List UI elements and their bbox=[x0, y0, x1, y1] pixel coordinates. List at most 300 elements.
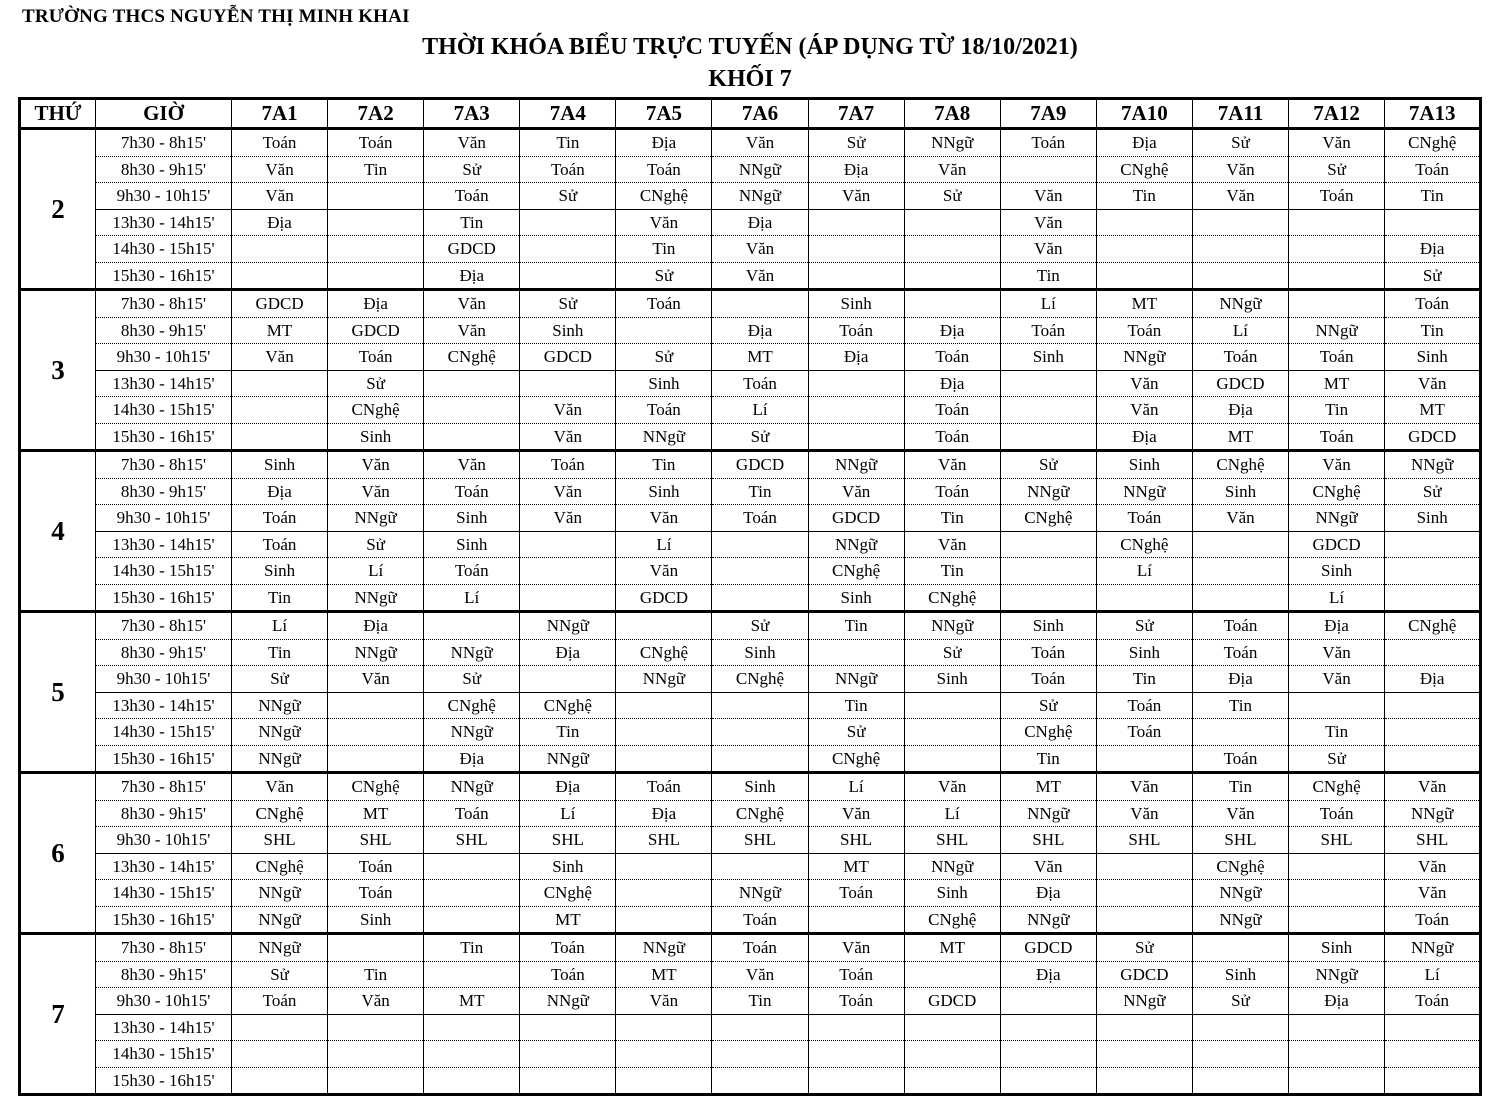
header-class: 7A11 bbox=[1192, 99, 1288, 129]
subject-cell: NNgữ bbox=[232, 906, 328, 934]
subject-cell bbox=[1192, 209, 1288, 236]
time-slot: 7h30 - 8h15' bbox=[96, 773, 232, 801]
subject-cell bbox=[328, 692, 424, 719]
table-row bbox=[20, 612, 1481, 640]
subject-cell bbox=[1000, 1067, 1096, 1095]
subject-cell: NNgữ bbox=[1096, 478, 1192, 505]
subject-cell bbox=[232, 236, 328, 263]
subject-cell: Địa bbox=[232, 209, 328, 236]
subject-cell: Văn bbox=[712, 262, 808, 290]
subject-cell bbox=[712, 290, 808, 318]
subject-cell: Tin bbox=[1289, 719, 1385, 746]
subject-cell: Sử bbox=[808, 719, 904, 746]
subject-cell: NNgữ bbox=[424, 639, 520, 666]
subject-cell: SHL bbox=[232, 827, 328, 854]
subject-cell: Tin bbox=[1000, 262, 1096, 290]
subject-cell: Toán bbox=[424, 478, 520, 505]
subject-cell: Tin bbox=[616, 451, 712, 479]
subject-cell: NNgữ bbox=[616, 423, 712, 451]
subject-cell: Tin bbox=[232, 584, 328, 612]
header-day: THỨ bbox=[20, 99, 96, 129]
subject-cell: CNghệ bbox=[1289, 773, 1385, 801]
subject-cell bbox=[1096, 584, 1192, 612]
subject-cell bbox=[1385, 1067, 1481, 1095]
subject-cell: Sử bbox=[1385, 478, 1481, 505]
subject-cell bbox=[904, 209, 1000, 236]
time-slot: 8h30 - 9h15' bbox=[96, 961, 232, 988]
page-title: THỜI KHÓA BIỂU TRỰC TUYẾN (ÁP DỤNG TỪ 18/10/2021) bbox=[422, 34, 1078, 60]
subject-cell: Sử bbox=[712, 423, 808, 451]
table-row bbox=[20, 478, 1481, 505]
table-row bbox=[20, 423, 1481, 451]
subject-cell bbox=[712, 1067, 808, 1095]
subject-cell bbox=[424, 612, 520, 640]
subject-cell bbox=[1000, 1014, 1096, 1041]
subject-cell bbox=[1096, 262, 1192, 290]
table-row bbox=[20, 961, 1481, 988]
subject-cell bbox=[424, 1041, 520, 1068]
subject-cell: NNgữ bbox=[328, 584, 424, 612]
subject-cell bbox=[1096, 880, 1192, 907]
subject-cell: Lí bbox=[712, 397, 808, 424]
subject-cell: Tin bbox=[1385, 317, 1481, 344]
subject-cell bbox=[616, 1067, 712, 1095]
subject-cell: CNghệ bbox=[328, 397, 424, 424]
subject-cell: NNgữ bbox=[904, 129, 1000, 157]
subject-cell: Tin bbox=[520, 719, 616, 746]
subject-cell bbox=[1289, 906, 1385, 934]
time-slot: 15h30 - 16h15' bbox=[96, 262, 232, 290]
subject-cell: Địa bbox=[712, 317, 808, 344]
subject-cell: Sử bbox=[1000, 692, 1096, 719]
subject-cell: MT bbox=[1096, 290, 1192, 318]
subject-cell: Tin bbox=[328, 156, 424, 183]
time-slot: 9h30 - 10h15' bbox=[96, 827, 232, 854]
subject-cell: NNgữ bbox=[520, 745, 616, 773]
subject-cell: Toán bbox=[808, 961, 904, 988]
subject-cell: Toán bbox=[1192, 612, 1288, 640]
subject-cell bbox=[328, 1067, 424, 1095]
subject-cell: NNgữ bbox=[808, 531, 904, 558]
subject-cell: Sử bbox=[1289, 745, 1385, 773]
subject-cell: SHL bbox=[1385, 827, 1481, 854]
subject-cell: Văn bbox=[1192, 505, 1288, 532]
subject-cell bbox=[1192, 719, 1288, 746]
table-row bbox=[20, 639, 1481, 666]
subject-cell bbox=[232, 1014, 328, 1041]
table-row bbox=[20, 370, 1481, 397]
subject-cell: Toán bbox=[232, 129, 328, 157]
subject-cell: NNgữ bbox=[712, 880, 808, 907]
subject-cell bbox=[1192, 934, 1288, 962]
subject-cell bbox=[1289, 262, 1385, 290]
subject-cell: Văn bbox=[808, 800, 904, 827]
subject-cell bbox=[520, 558, 616, 585]
subject-cell bbox=[904, 745, 1000, 773]
subject-cell bbox=[1192, 531, 1288, 558]
subject-cell: NNgữ bbox=[712, 156, 808, 183]
subject-cell: Văn bbox=[1096, 397, 1192, 424]
subject-cell: CNghệ bbox=[1192, 853, 1288, 880]
table-row bbox=[20, 236, 1481, 263]
subject-cell: Lí bbox=[520, 800, 616, 827]
subject-cell: Sinh bbox=[904, 880, 1000, 907]
subject-cell: Địa bbox=[1096, 129, 1192, 157]
subject-cell: Toán bbox=[616, 290, 712, 318]
subject-cell: Văn bbox=[520, 423, 616, 451]
subject-cell bbox=[328, 719, 424, 746]
subject-cell: CNghệ bbox=[616, 183, 712, 210]
subject-cell: Sử bbox=[1192, 129, 1288, 157]
subject-cell bbox=[1385, 1041, 1481, 1068]
subject-cell: Toán bbox=[1385, 156, 1481, 183]
subject-cell: CNghệ bbox=[712, 800, 808, 827]
subject-cell: Toán bbox=[808, 988, 904, 1015]
subject-cell bbox=[1096, 745, 1192, 773]
subject-cell bbox=[1192, 236, 1288, 263]
subject-cell: Sinh bbox=[616, 478, 712, 505]
subject-cell: Văn bbox=[1000, 209, 1096, 236]
subject-cell: Tin bbox=[904, 558, 1000, 585]
time-slot: 13h30 - 14h15' bbox=[96, 370, 232, 397]
subject-cell bbox=[1192, 1041, 1288, 1068]
subject-cell bbox=[712, 745, 808, 773]
school-name: TRƯỜNG THCS NGUYỄN THỊ MINH KHAI bbox=[22, 6, 410, 27]
subject-cell: NNgữ bbox=[1096, 344, 1192, 371]
subject-cell bbox=[520, 1067, 616, 1095]
subject-cell: Địa bbox=[424, 745, 520, 773]
table-row bbox=[20, 156, 1481, 183]
subject-cell bbox=[808, 397, 904, 424]
subject-cell: NNgữ bbox=[1192, 906, 1288, 934]
subject-cell: Sử bbox=[616, 344, 712, 371]
header-class: 7A6 bbox=[712, 99, 808, 129]
subject-cell: Văn bbox=[424, 290, 520, 318]
subject-cell: GDCD bbox=[1192, 370, 1288, 397]
time-slot: 13h30 - 14h15' bbox=[96, 209, 232, 236]
subject-cell bbox=[328, 236, 424, 263]
subject-cell: Lí bbox=[904, 800, 1000, 827]
subject-cell: Tin bbox=[1000, 745, 1096, 773]
header-class: 7A12 bbox=[1289, 99, 1385, 129]
subject-cell: SHL bbox=[1289, 827, 1385, 854]
time-slot: 14h30 - 15h15' bbox=[96, 719, 232, 746]
subject-cell: Sử bbox=[328, 531, 424, 558]
table-row bbox=[20, 988, 1481, 1015]
subject-cell: Toán bbox=[1289, 344, 1385, 371]
subject-cell: Lí bbox=[1385, 961, 1481, 988]
subject-cell: NNgữ bbox=[424, 773, 520, 801]
subject-cell: NNgữ bbox=[1385, 934, 1481, 962]
time-slot: 9h30 - 10h15' bbox=[96, 505, 232, 532]
subject-cell: NNgữ bbox=[1385, 451, 1481, 479]
table-row bbox=[20, 505, 1481, 532]
subject-cell: Lí bbox=[424, 584, 520, 612]
subject-cell bbox=[328, 1041, 424, 1068]
subject-cell: Sinh bbox=[808, 290, 904, 318]
subject-cell: Sử bbox=[424, 156, 520, 183]
subject-cell: Toán bbox=[904, 397, 1000, 424]
subject-cell bbox=[808, 906, 904, 934]
subject-cell: MT bbox=[904, 934, 1000, 962]
subject-cell: Toán bbox=[1096, 719, 1192, 746]
subject-cell bbox=[1385, 639, 1481, 666]
subject-cell bbox=[520, 262, 616, 290]
subject-cell: Lí bbox=[1289, 584, 1385, 612]
time-slot: 15h30 - 16h15' bbox=[96, 584, 232, 612]
subject-cell: MT bbox=[1385, 397, 1481, 424]
subject-cell bbox=[424, 397, 520, 424]
subject-cell: Địa bbox=[808, 156, 904, 183]
subject-cell: NNgữ bbox=[1289, 961, 1385, 988]
subject-cell bbox=[616, 1041, 712, 1068]
time-slot: 14h30 - 15h15' bbox=[96, 397, 232, 424]
subject-cell bbox=[328, 183, 424, 210]
timetable bbox=[18, 97, 1482, 1096]
subject-cell: CNghệ bbox=[904, 584, 1000, 612]
subject-cell bbox=[904, 1014, 1000, 1041]
subject-cell bbox=[904, 1067, 1000, 1095]
header-class: 7A5 bbox=[616, 99, 712, 129]
subject-cell: GDCD bbox=[616, 584, 712, 612]
subject-cell: Sử bbox=[232, 961, 328, 988]
subject-cell bbox=[1096, 236, 1192, 263]
subject-cell: Toán bbox=[1289, 800, 1385, 827]
time-slot: 9h30 - 10h15' bbox=[96, 988, 232, 1015]
subject-cell: Lí bbox=[1000, 290, 1096, 318]
subject-cell: Sinh bbox=[904, 666, 1000, 693]
subject-cell: Văn bbox=[1289, 666, 1385, 693]
subject-cell: Địa bbox=[520, 773, 616, 801]
subject-cell: NNgữ bbox=[1000, 800, 1096, 827]
table-row bbox=[20, 317, 1481, 344]
subject-cell: SHL bbox=[1192, 827, 1288, 854]
subject-cell: Toán bbox=[712, 934, 808, 962]
subject-cell bbox=[424, 1014, 520, 1041]
subject-cell: Toán bbox=[232, 988, 328, 1015]
table-row bbox=[20, 773, 1481, 801]
subject-cell bbox=[232, 1067, 328, 1095]
table-row bbox=[20, 584, 1481, 612]
time-slot: 8h30 - 9h15' bbox=[96, 478, 232, 505]
subject-cell: SHL bbox=[616, 827, 712, 854]
subject-cell: NNgữ bbox=[712, 183, 808, 210]
subject-cell: Toán bbox=[424, 800, 520, 827]
subject-cell: Sinh bbox=[1000, 612, 1096, 640]
subject-cell bbox=[808, 262, 904, 290]
subject-cell bbox=[424, 906, 520, 934]
subject-cell bbox=[1096, 1014, 1192, 1041]
subject-cell: CNghệ bbox=[712, 666, 808, 693]
header-class: 7A13 bbox=[1385, 99, 1481, 129]
subject-cell: GDCD bbox=[1000, 934, 1096, 962]
table-row bbox=[20, 1067, 1481, 1095]
subject-cell: Văn bbox=[1000, 853, 1096, 880]
subject-cell bbox=[904, 262, 1000, 290]
subject-cell: NNgữ bbox=[328, 505, 424, 532]
subject-cell: MT bbox=[712, 344, 808, 371]
subject-cell: Văn bbox=[1096, 773, 1192, 801]
subject-cell bbox=[712, 692, 808, 719]
subject-cell: Văn bbox=[1000, 236, 1096, 263]
time-slot: 8h30 - 9h15' bbox=[96, 317, 232, 344]
subject-cell: NNgữ bbox=[232, 745, 328, 773]
subject-cell bbox=[712, 853, 808, 880]
timetable-body bbox=[20, 129, 1481, 1095]
subject-cell: Văn bbox=[328, 478, 424, 505]
subject-cell: Tin bbox=[904, 505, 1000, 532]
subject-cell: Toán bbox=[904, 344, 1000, 371]
subject-cell: Toán bbox=[232, 505, 328, 532]
subject-cell bbox=[616, 1014, 712, 1041]
subject-cell bbox=[904, 692, 1000, 719]
time-slot: 14h30 - 15h15' bbox=[96, 1041, 232, 1068]
subject-cell: Toán bbox=[808, 880, 904, 907]
table-row bbox=[20, 692, 1481, 719]
subject-cell bbox=[232, 262, 328, 290]
subject-cell: Sinh bbox=[808, 584, 904, 612]
subject-cell bbox=[1385, 558, 1481, 585]
subject-cell: NNgữ bbox=[520, 612, 616, 640]
subject-cell: Toán bbox=[616, 156, 712, 183]
header-class: 7A1 bbox=[232, 99, 328, 129]
table-row bbox=[20, 262, 1481, 290]
subject-cell: Văn bbox=[904, 451, 1000, 479]
subject-cell: Địa bbox=[1385, 236, 1481, 263]
subject-cell bbox=[328, 934, 424, 962]
subject-cell: Sinh bbox=[1385, 505, 1481, 532]
subject-cell: Sinh bbox=[1096, 639, 1192, 666]
subject-cell bbox=[1096, 1067, 1192, 1095]
subject-cell: Toán bbox=[520, 451, 616, 479]
subject-cell bbox=[520, 370, 616, 397]
subject-cell bbox=[520, 236, 616, 263]
subject-cell: Toán bbox=[1096, 505, 1192, 532]
subject-cell: Sử bbox=[520, 290, 616, 318]
subject-cell bbox=[616, 906, 712, 934]
table-row bbox=[20, 290, 1481, 318]
subject-cell: Sử bbox=[328, 370, 424, 397]
subject-cell: Tin bbox=[1096, 666, 1192, 693]
subject-cell: GDCD bbox=[232, 290, 328, 318]
subject-cell: NNgữ bbox=[328, 639, 424, 666]
subject-cell bbox=[1385, 692, 1481, 719]
subject-cell bbox=[616, 745, 712, 773]
subject-cell: Sinh bbox=[1385, 344, 1481, 371]
table-row bbox=[20, 183, 1481, 210]
subject-cell: NNgữ bbox=[808, 666, 904, 693]
day-label: 2 bbox=[20, 129, 96, 290]
subject-cell: Tin bbox=[1192, 773, 1288, 801]
subject-cell bbox=[1385, 531, 1481, 558]
time-slot: 7h30 - 8h15' bbox=[96, 129, 232, 157]
subject-cell: Toán bbox=[904, 423, 1000, 451]
time-slot: 15h30 - 16h15' bbox=[96, 745, 232, 773]
subject-cell bbox=[1000, 558, 1096, 585]
subject-cell: Địa bbox=[712, 209, 808, 236]
subject-cell: Toán bbox=[712, 505, 808, 532]
subject-cell: Toán bbox=[520, 934, 616, 962]
subject-cell bbox=[1289, 1041, 1385, 1068]
subject-cell bbox=[1385, 584, 1481, 612]
subject-cell: Tin bbox=[712, 988, 808, 1015]
subject-cell bbox=[808, 1014, 904, 1041]
subject-cell bbox=[1000, 584, 1096, 612]
subject-cell bbox=[1289, 692, 1385, 719]
subject-cell: MT bbox=[1192, 423, 1288, 451]
subject-cell: NNgữ bbox=[1192, 290, 1288, 318]
subject-cell: CNghệ bbox=[520, 692, 616, 719]
subject-cell bbox=[1289, 236, 1385, 263]
subject-cell: GDCD bbox=[424, 236, 520, 263]
table-row bbox=[20, 800, 1481, 827]
subject-cell: Địa bbox=[904, 370, 1000, 397]
subject-cell bbox=[1289, 290, 1385, 318]
subject-cell: Lí bbox=[232, 612, 328, 640]
subject-cell: GDCD bbox=[712, 451, 808, 479]
subject-cell: Sinh bbox=[520, 853, 616, 880]
subject-cell: NNgữ bbox=[1000, 906, 1096, 934]
subject-cell: Văn bbox=[424, 451, 520, 479]
table-row bbox=[20, 719, 1481, 746]
subject-cell: SHL bbox=[1000, 827, 1096, 854]
subject-cell: Địa bbox=[1289, 612, 1385, 640]
subject-cell bbox=[712, 531, 808, 558]
subject-cell: Toán bbox=[328, 880, 424, 907]
subject-cell: Toán bbox=[1385, 906, 1481, 934]
subject-cell bbox=[424, 853, 520, 880]
subject-cell: CNghệ bbox=[1385, 612, 1481, 640]
subject-cell bbox=[712, 584, 808, 612]
day-label: 3 bbox=[20, 290, 96, 451]
subject-cell: Văn bbox=[616, 505, 712, 532]
subject-cell bbox=[1192, 1067, 1288, 1095]
subject-cell: Văn bbox=[424, 317, 520, 344]
subject-cell: Toán bbox=[1096, 317, 1192, 344]
table-row bbox=[20, 129, 1481, 157]
subject-cell: Toán bbox=[1000, 129, 1096, 157]
subject-cell: CNghệ bbox=[328, 773, 424, 801]
subject-cell bbox=[1000, 397, 1096, 424]
subject-cell: Địa bbox=[1289, 988, 1385, 1015]
subject-cell: Địa bbox=[1385, 666, 1481, 693]
subject-cell bbox=[1289, 853, 1385, 880]
subject-cell: Văn bbox=[1192, 156, 1288, 183]
subject-cell bbox=[328, 745, 424, 773]
subject-cell: Tin bbox=[1385, 183, 1481, 210]
time-slot: 14h30 - 15h15' bbox=[96, 236, 232, 263]
subject-cell: NNgữ bbox=[424, 719, 520, 746]
subject-cell: NNgữ bbox=[1289, 317, 1385, 344]
table-row bbox=[20, 451, 1481, 479]
subject-cell: NNgữ bbox=[808, 451, 904, 479]
subject-cell: Sinh bbox=[712, 639, 808, 666]
subject-cell: GDCD bbox=[1385, 423, 1481, 451]
subject-cell: CNghệ bbox=[808, 745, 904, 773]
time-slot: 7h30 - 8h15' bbox=[96, 612, 232, 640]
subject-cell: Toán bbox=[1000, 317, 1096, 344]
subject-cell: GDCD bbox=[1289, 531, 1385, 558]
table-row bbox=[20, 1041, 1481, 1068]
subject-cell: Toán bbox=[520, 156, 616, 183]
header-class: 7A3 bbox=[424, 99, 520, 129]
day-label: 5 bbox=[20, 612, 96, 773]
header-class: 7A10 bbox=[1096, 99, 1192, 129]
subject-cell bbox=[328, 262, 424, 290]
subject-cell bbox=[808, 423, 904, 451]
subject-cell: SHL bbox=[1096, 827, 1192, 854]
subject-cell: GDCD bbox=[328, 317, 424, 344]
